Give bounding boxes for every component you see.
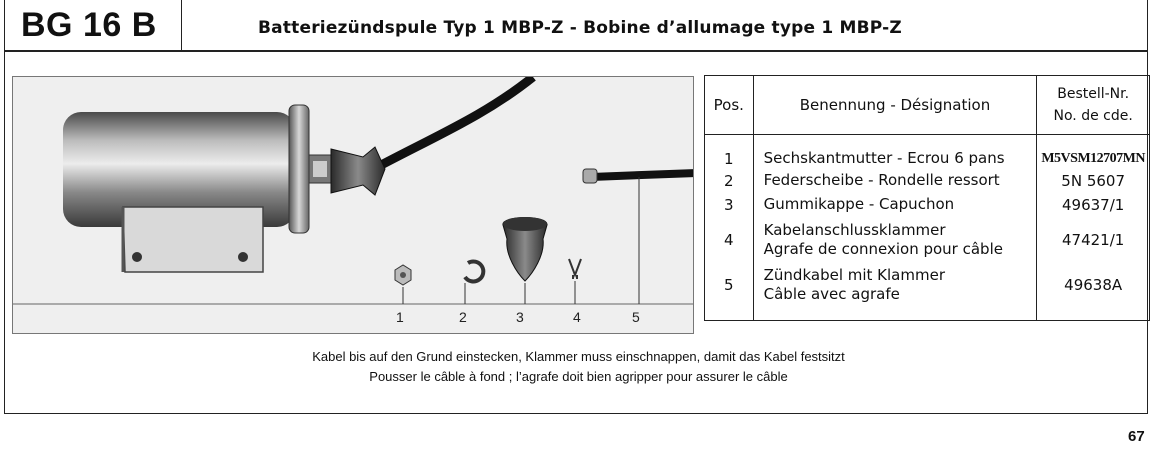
row-name [753, 169, 1037, 193]
row-number: 49638A [1037, 263, 1150, 321]
code-box [4, 0, 182, 52]
callout-5: 5 [632, 309, 640, 325]
row-number: 47421/1 [1037, 217, 1150, 263]
table-header-row [705, 76, 1150, 135]
mounting-bracket [123, 207, 263, 272]
parts-illustration [12, 76, 694, 334]
callout-1: 1 [396, 309, 404, 325]
row-name [753, 193, 1037, 217]
table-row [705, 169, 1150, 193]
spring-washer [465, 261, 483, 281]
col-header-number-de: Bestell-Nr. [1057, 86, 1130, 102]
row-name-line2: Câble avec agrafe [763, 285, 900, 304]
row-number: M5VSM12707MN [1037, 135, 1150, 169]
row-name-line1: Zündkabel mit Klammer [763, 266, 945, 285]
loose-cable [591, 173, 694, 177]
parts-table [704, 75, 1150, 321]
row-pos: 4 [705, 217, 754, 263]
page-number: 67 [1128, 428, 1145, 445]
row-name-line1: Sechskantmutter - Ecrou 6 pans [763, 149, 1005, 168]
note-german: Kabel bis auf den Grund einstecken, Klammer muss einschnappen, damit das Kabel festsitzt [312, 349, 845, 364]
callout-4: 4 [573, 309, 581, 325]
cable-clip [569, 259, 581, 279]
col-header-pos: Pos. [705, 76, 754, 135]
row-pos: 3 [705, 193, 754, 217]
ignition-coil-drawing [13, 77, 694, 334]
col-header-number-fr: No. de cde. [1053, 108, 1133, 124]
table-row [705, 193, 1150, 217]
row-name [753, 135, 1037, 169]
row-pos: 2 [705, 169, 754, 193]
note-french: Pousser le câble à fond ; l’agrafe doit bien agripper pour assurer le câble [369, 369, 788, 384]
table-row [705, 263, 1150, 321]
row-name-line1: Federscheibe - Rondelle ressort [763, 171, 1000, 189]
callout-3: 3 [516, 309, 524, 325]
row-number: 49637/1 [1037, 193, 1150, 217]
coil-end-ring [289, 105, 309, 233]
row-number: 5N 5607 [1037, 169, 1150, 193]
callout-2: 2 [459, 309, 467, 325]
coil-cable [368, 77, 533, 172]
col-header-name: Benennung - Désignation [753, 76, 1037, 135]
row-pos: 1 [705, 135, 754, 169]
row-name-line2: Agrafe de connexion pour câble [763, 239, 1003, 258]
row-name [753, 263, 1037, 321]
row-name [753, 217, 1037, 263]
col-header-number [1037, 76, 1150, 135]
bracket-hole-left [132, 252, 142, 262]
bracket-hole-right [238, 252, 248, 262]
group-code: BG 16 B [21, 6, 157, 44]
coil-rubber-cap [331, 147, 385, 195]
row-pos: 5 [705, 263, 754, 321]
page-title: Batteriezündspule Typ 1 MBP-Z - Bobine d’allumage type 1 MBP-Z [258, 18, 902, 38]
table-row [705, 135, 1150, 169]
table-row [705, 217, 1150, 263]
row-name-line1: Kabelanschlussklammer [763, 220, 946, 239]
row-name-line1: Gummikappe - Capuchon [763, 195, 955, 213]
